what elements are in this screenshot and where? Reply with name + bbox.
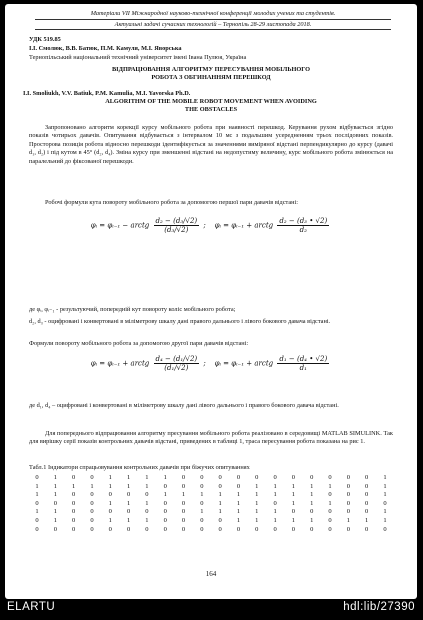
table-cell: 1 (72, 482, 76, 490)
table-cell: 1 (273, 516, 277, 524)
table-cell: 1 (255, 499, 259, 507)
table-cell: 0 (273, 525, 277, 533)
table-cell: 1 (108, 499, 112, 507)
table-cell: 1 (291, 482, 295, 490)
table-cell: 0 (328, 525, 332, 533)
variable-definition-3: де d₁, d₄ – оцифровані і конвертовані в міліметрову шкалу дані лівого дальнього і правого бокового давача відстані. (29, 402, 339, 409)
table-cell: 1 (163, 474, 167, 481)
authors-en: I.I. Smoliukh, V.V. Batiuk, P.M. Kamulia, M.I. Yavorska Ph.D. (23, 90, 191, 97)
table-cell: 0 (181, 482, 186, 490)
table-cell: 0 (90, 525, 94, 533)
formula-2-denominator: (d₁/√2) (164, 364, 189, 372)
table-cell: 0 (236, 474, 241, 481)
table-cell: 0 (218, 474, 222, 481)
table-cell: 0 (200, 525, 204, 533)
table-cell: 0 (72, 491, 76, 499)
formula-1-lhs-2: φᵢ = φᵢ₋₁ + arctg (214, 221, 274, 230)
table-row (31, 500, 391, 509)
table-row (31, 474, 391, 483)
table-cell: 0 (310, 474, 314, 481)
table-cell: 1 (35, 482, 39, 490)
table-cell: 0 (181, 525, 186, 533)
table-cell: 0 (291, 508, 295, 516)
table-cell: 0 (218, 516, 222, 524)
table-cell: 0 (328, 508, 332, 516)
udk-code: УДК 519.85 (29, 36, 61, 43)
table-cell: 0 (108, 491, 112, 499)
table-cell: 1 (328, 482, 332, 490)
table-cell: 0 (72, 474, 76, 481)
title-en (29, 98, 393, 115)
table-cell: 0 (72, 499, 76, 507)
table-cell: 0 (255, 474, 259, 481)
table-cell: 0 (181, 474, 186, 481)
table-cell: 0 (72, 508, 76, 516)
formula-intro-1: Робочі формули кута повороту мобільного робота за допомогою першої пари давачів відстані: (45, 199, 299, 206)
indicator-table (31, 474, 391, 534)
title-ua (29, 66, 393, 83)
formula-1-lhs: φᵢ = φᵢ₋₁ − arctg (90, 221, 150, 230)
table-cell: 1 (255, 482, 259, 490)
formula-2-denominator-2: d₁ (299, 364, 307, 372)
table-cell: 1 (236, 516, 241, 524)
table-cell: 0 (181, 508, 186, 516)
table-cell: 0 (383, 499, 387, 507)
document-page (5, 4, 417, 599)
table-cell: 0 (328, 491, 332, 499)
title-ua-line-2: РОБОТА З ОБГИНАННЯМ ПЕРЕШКОД (151, 74, 271, 82)
table-cell: 0 (181, 499, 186, 507)
header-rule-top (35, 19, 391, 20)
table-cell: 0 (273, 474, 277, 481)
table-cell: 0 (346, 525, 350, 533)
table-cell: 0 (200, 482, 204, 490)
table-cell: 0 (365, 491, 369, 499)
table-row (31, 483, 391, 492)
table-cell: 0 (346, 499, 350, 507)
table-cell: 0 (346, 482, 350, 490)
formula-1-fraction-2 (277, 217, 329, 234)
table-cell: 0 (236, 482, 241, 490)
table-cell: 0 (108, 508, 112, 516)
table-cell: 0 (181, 516, 186, 524)
running-header (35, 10, 391, 17)
table-cell: 1 (108, 516, 112, 524)
table-cell: 1 (200, 491, 204, 499)
table-row (31, 491, 391, 500)
table-cell: 0 (163, 499, 167, 507)
table-cell: 0 (126, 491, 131, 499)
table-cell: 1 (328, 499, 332, 507)
table-cell: 1 (365, 516, 369, 524)
variable-definition-1: де φᵢ, φᵢ₋₁ - результуючий, попередній кут повороту коліс мобільного робота; (29, 306, 236, 313)
table-cell: 0 (310, 508, 314, 516)
formula-2-lhs-2: φᵢ = φᵢ₋₁ + arctg (214, 359, 274, 368)
formula-1-separator: ; (203, 221, 206, 230)
table-cell: 0 (35, 516, 39, 524)
formula-2-fraction-2 (277, 355, 329, 372)
formula-1 (29, 217, 393, 234)
table-cell: 0 (346, 474, 350, 481)
table-cell: 0 (163, 482, 167, 490)
footer-repository-label: ELARTU (7, 601, 56, 613)
table-cell: 0 (200, 499, 204, 507)
table-cell: 1 (145, 474, 149, 481)
formula-2-numerator-2: d₁ − (d₄ • √2) (279, 355, 328, 363)
table-cell: 1 (310, 516, 314, 524)
table-cell: 0 (90, 508, 94, 516)
table-cell: 0 (365, 525, 369, 533)
table-cell: 1 (383, 516, 387, 524)
table-cell: 1 (126, 482, 131, 490)
table-cell: 0 (90, 491, 94, 499)
table-cell: 1 (53, 474, 57, 481)
table-cell: 1 (383, 491, 387, 499)
table-cell: 0 (145, 525, 149, 533)
table-cell: 0 (218, 482, 222, 490)
formula-1-denominator-2: d₂ (299, 226, 307, 234)
page-number: 164 (205, 570, 217, 578)
table-cell: 0 (310, 525, 314, 533)
table-cell: 1 (383, 482, 387, 490)
table-cell: 0 (365, 482, 369, 490)
affiliation: Тернопільський національний технічний університет імені Івана Пулюя, Україна (29, 54, 247, 61)
table-cell: 1 (383, 508, 387, 516)
table-cell: 1 (163, 491, 167, 499)
table-cell: 1 (291, 491, 295, 499)
header-rule-bottom (35, 29, 391, 30)
table-cell: 1 (108, 482, 112, 490)
table-cell: 1 (218, 491, 222, 499)
formula-2-lhs: φᵢ = φᵢ₋₁ + arctg (90, 359, 150, 368)
table-cell: 1 (236, 508, 241, 516)
formula-1-denominator: (d₃/√2) (164, 226, 189, 234)
table-cell: 1 (53, 491, 57, 499)
table-cell: 0 (200, 474, 204, 481)
authors-ua: І.І. Смолюк, В.В. Батюк, П.М. Камуля, М.І. Яворська (29, 45, 182, 52)
table-cell: 1 (346, 516, 350, 524)
table-cell: 1 (145, 499, 149, 507)
table-cell: 1 (53, 516, 57, 524)
table-cell: 0 (365, 499, 369, 507)
table-cell: 1 (126, 474, 131, 481)
running-header-2 (35, 21, 391, 28)
table-cell: 1 (108, 474, 112, 481)
table-cell: 0 (218, 525, 222, 533)
formula-1-numerator-2: d₂ − (d₃ • √2) (279, 217, 328, 225)
table-cell: 0 (383, 525, 387, 533)
formula-intro-2: Формули повороту мобільного робота за допомогою другої пари давачів відстані: (29, 340, 249, 347)
abstract-paragraph: Запропоновано алгоритм корекції курсу мобільного робота при наявності перешкод. Керування рухом відбувається згідно показів чотирьох давачів. Опитування відбувається з інтервалом 10 мс з подальшим усередненням трьох послідовних показів. Просторова позиція робота відносно перешкоди ідентифікується за значеннями виміряної відстані перпендикулярно до курсу (давачі d₁, d₂) і під кутом в 45° (d₂, d₄). Зміна курсу при зменшенні відстані на недопустиму величину, курс мобільного робота змінюється на паралельний до фіксованої перешкоди. (29, 124, 393, 165)
table-cell: 1 (35, 491, 39, 499)
table-cell: 1 (255, 491, 259, 499)
table-cell: 0 (200, 516, 204, 524)
table-row (31, 508, 391, 517)
table-cell: 0 (145, 491, 149, 499)
table-cell: 0 (53, 525, 57, 533)
table-cell: 0 (90, 474, 94, 481)
table-cell: 0 (328, 516, 332, 524)
table-caption: Табл.1 Індикатори спрацьовування контрольних давачів при біжучих опитуваннях (29, 464, 250, 471)
table-cell: 0 (365, 474, 369, 481)
table-cell: 0 (126, 508, 131, 516)
table-cell: 1 (310, 491, 314, 499)
table-cell: 1 (35, 508, 39, 516)
table-cell: 0 (108, 525, 112, 533)
table-cell: 1 (53, 508, 57, 516)
table-cell: 1 (383, 474, 387, 481)
table-cell: 1 (255, 508, 259, 516)
table-cell: 1 (236, 491, 241, 499)
table-cell: 0 (90, 499, 94, 507)
table-cell: 0 (365, 508, 369, 516)
table-cell: 0 (163, 525, 167, 533)
formula-1-fraction (154, 217, 200, 234)
title-en-line-2: THE OBSTACLES (184, 106, 238, 114)
formula-2 (29, 355, 393, 372)
table-cell: 0 (255, 525, 259, 533)
simulation-paragraph: Для попереднього відпрацювання алгоритму пресування мобільного робота реалізовано в середовищі MATLAB SIMULINK. Так для вирішку серії показів контрольних давачів відстані, приведених в таблиці 1, траса пересування робота показана на рис 1. (29, 430, 393, 446)
title-en-line-1: ALGORITHM OF THE MOBILE ROBOT MOVEMENT WHEN AVOIDING (105, 98, 317, 105)
table-cell: 1 (273, 508, 277, 516)
formula-2-numerator: d₄ − (d₁/√2) (155, 355, 198, 363)
table-cell: 0 (291, 474, 295, 481)
table-cell: 1 (218, 499, 222, 507)
table-cell: 1 (236, 499, 241, 507)
title-ua-line-1: ВІДПРАЦЮВАННЯ АЛГОРИТМУ ПЕРЕСУВАННЯ МОБІЛЬНОГО (111, 66, 311, 73)
table-cell: 0 (72, 516, 76, 524)
footer-handle-label: hdl:lib/27390 (343, 601, 415, 613)
formula-1-numerator: d₂ − (d₃/√2) (155, 217, 198, 225)
table-cell: 1 (53, 482, 57, 490)
table-cell: 0 (328, 474, 332, 481)
table-cell: 0 (35, 474, 39, 481)
table-cell: 1 (273, 491, 277, 499)
table-cell: 0 (35, 525, 39, 533)
header-line-2: Актуальні задачі сучасних технологій – Тернопіль 28-29 листопада 2018. (114, 21, 312, 28)
table-cell: 0 (346, 508, 350, 516)
variable-definition-2: d₂, d₃ - оцифровані і конвертовані в міліметрову шкалу дані правого дальнього і лівого бокового давача відстані. (29, 318, 331, 325)
table-cell: 0 (72, 525, 76, 533)
table-cell: 1 (200, 508, 204, 516)
table-cell: 1 (218, 508, 222, 516)
table-cell: 1 (291, 516, 295, 524)
table-cell: 1 (126, 516, 131, 524)
table-cell: 0 (53, 499, 57, 507)
table-cell: 1 (255, 516, 259, 524)
table-cell: 1 (145, 482, 149, 490)
table-cell: 0 (35, 499, 39, 507)
table-cell: 1 (310, 482, 314, 490)
table-cell: 0 (273, 499, 277, 507)
table-row (31, 526, 391, 535)
table-cell: 0 (163, 516, 167, 524)
formula-2-separator: ; (203, 359, 206, 368)
table-cell: 1 (291, 499, 295, 507)
table-cell: 1 (181, 491, 186, 499)
table-row (31, 517, 391, 526)
table-cell: 1 (273, 482, 277, 490)
table-cell: 0 (145, 508, 149, 516)
header-line-1: Матеріали VII Міжнародної науково-технічної конференції молодих учених та студентів. (90, 10, 336, 17)
table-cell: 1 (126, 499, 131, 507)
table-cell: 0 (90, 516, 94, 524)
table-cell: 0 (163, 508, 167, 516)
table-cell: 0 (126, 525, 131, 533)
table-cell: 1 (145, 516, 149, 524)
table-cell: 0 (236, 525, 241, 533)
table-cell: 1 (90, 482, 94, 490)
table-cell: 0 (291, 525, 295, 533)
table-cell: 1 (310, 499, 314, 507)
table-cell: 0 (346, 491, 350, 499)
formula-2-fraction (154, 355, 200, 372)
